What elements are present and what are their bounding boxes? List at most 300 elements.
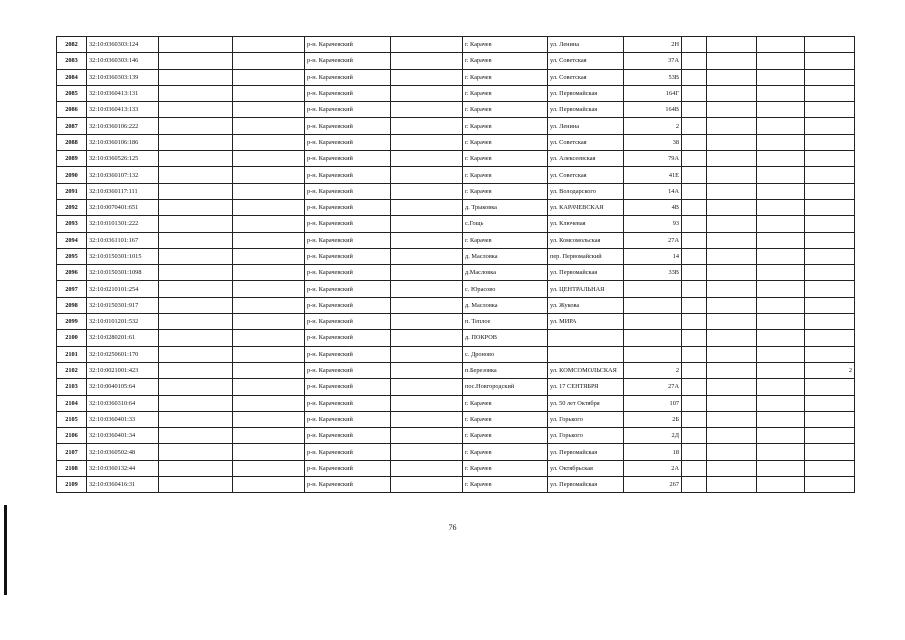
empty-cell (757, 134, 805, 150)
cadastral-number-cell: 32:10:0360117:111 (87, 183, 159, 199)
street-cell: ул. Алексеевская (548, 151, 624, 167)
district-cell: р-н. Карачевский (305, 346, 391, 362)
house-cell: 41Е (624, 167, 682, 183)
district-cell: р-н. Карачевский (305, 183, 391, 199)
empty-cell (682, 444, 707, 460)
street-cell: ул. Горького (548, 411, 624, 427)
locality-cell: г. Карачев (463, 134, 548, 150)
house-cell: 164В (624, 102, 682, 118)
house-cell: 53В (624, 69, 682, 85)
street-cell: ул. Советская (548, 134, 624, 150)
house-cell: 2А (624, 460, 682, 476)
house-cell: 93 (624, 216, 682, 232)
empty-cell (707, 362, 757, 378)
table-row (57, 330, 855, 346)
house-cell: 14 (624, 248, 682, 264)
table-row (57, 477, 855, 493)
table-row (57, 37, 855, 53)
empty-cell (391, 362, 463, 378)
district-cell: р-н. Карачевский (305, 428, 391, 444)
empty-cell (159, 297, 233, 313)
empty-cell (233, 53, 305, 69)
empty-cell (391, 460, 463, 476)
table-row (57, 265, 855, 281)
street-cell (548, 330, 624, 346)
extra-cell (805, 477, 855, 493)
district-cell: р-н. Карачевский (305, 85, 391, 101)
extra-cell (805, 118, 855, 134)
district-cell: р-н. Карачевский (305, 102, 391, 118)
extra-cell (805, 134, 855, 150)
empty-cell (757, 265, 805, 281)
empty-cell (391, 69, 463, 85)
house-cell: 33В (624, 265, 682, 281)
empty-cell (682, 151, 707, 167)
empty-cell (757, 330, 805, 346)
street-cell: ул. ЦЕНТРАЛЬНАЯ (548, 281, 624, 297)
empty-cell (707, 134, 757, 150)
empty-cell (757, 69, 805, 85)
table-row (57, 199, 855, 215)
empty-cell (757, 428, 805, 444)
registry-table (56, 36, 855, 493)
empty-cell (233, 232, 305, 248)
table-row (57, 85, 855, 101)
empty-cell (757, 53, 805, 69)
empty-cell (757, 199, 805, 215)
empty-cell (233, 330, 305, 346)
table-row (57, 314, 855, 330)
locality-cell: г. Карачев (463, 395, 548, 411)
empty-cell (233, 477, 305, 493)
empty-cell (391, 346, 463, 362)
empty-cell (391, 411, 463, 427)
cadastral-number-cell: 32:10:0360416:31 (87, 477, 159, 493)
row-number-cell: 2087 (57, 118, 87, 134)
empty-cell (682, 297, 707, 313)
street-cell: ул. Ленина (548, 118, 624, 134)
cadastral-number-cell: 32:10:0360303:124 (87, 37, 159, 53)
empty-cell (757, 411, 805, 427)
empty-cell (757, 85, 805, 101)
empty-cell (159, 330, 233, 346)
empty-cell (682, 102, 707, 118)
table-row (57, 362, 855, 378)
street-cell: ул. Первомайская (548, 444, 624, 460)
extra-cell (805, 69, 855, 85)
street-cell: ул. КОМСОМОЛЬСКАЯ (548, 362, 624, 378)
empty-cell (757, 395, 805, 411)
empty-cell (757, 167, 805, 183)
empty-cell (707, 199, 757, 215)
empty-cell (233, 297, 305, 313)
empty-cell (682, 428, 707, 444)
empty-cell (159, 183, 233, 199)
district-cell: р-н. Карачевский (305, 297, 391, 313)
district-cell: р-н. Карачевский (305, 37, 391, 53)
extra-cell (805, 183, 855, 199)
empty-cell (391, 395, 463, 411)
empty-cell (682, 216, 707, 232)
cadastral-number-cell: 32:10:0070401:651 (87, 199, 159, 215)
empty-cell (682, 183, 707, 199)
empty-cell (159, 265, 233, 281)
row-number-cell: 2101 (57, 346, 87, 362)
street-cell: ул. Советская (548, 167, 624, 183)
row-number-cell: 2086 (57, 102, 87, 118)
empty-cell (682, 118, 707, 134)
extra-cell (805, 199, 855, 215)
house-cell: 107 (624, 395, 682, 411)
table-row (57, 428, 855, 444)
street-cell: ул. 17 СЕНТЯБРЯ (548, 379, 624, 395)
empty-cell (757, 232, 805, 248)
house-cell: 18 (624, 444, 682, 460)
district-cell: р-н. Карачевский (305, 362, 391, 378)
extra-cell (805, 444, 855, 460)
empty-cell (707, 411, 757, 427)
extra-cell (805, 297, 855, 313)
empty-cell (682, 248, 707, 264)
empty-cell (757, 362, 805, 378)
empty-cell (159, 134, 233, 150)
district-cell: р-н. Карачевский (305, 216, 391, 232)
table-row (57, 281, 855, 297)
empty-cell (707, 37, 757, 53)
empty-cell (707, 428, 757, 444)
cadastral-number-cell: 32:10:0361101:167 (87, 232, 159, 248)
empty-cell (159, 167, 233, 183)
row-number-cell: 2085 (57, 85, 87, 101)
empty-cell (233, 118, 305, 134)
locality-cell: пос.Новгородский (463, 379, 548, 395)
row-number-cell: 2104 (57, 395, 87, 411)
empty-cell (391, 216, 463, 232)
empty-cell (682, 37, 707, 53)
house-cell: 79А (624, 151, 682, 167)
district-cell: р-н. Карачевский (305, 199, 391, 215)
extra-cell (805, 428, 855, 444)
locality-cell: г. Карачев (463, 428, 548, 444)
extra-cell (805, 379, 855, 395)
empty-cell (391, 477, 463, 493)
cadastral-number-cell: 32:10:0280201:61 (87, 330, 159, 346)
locality-cell: г. Карачев (463, 444, 548, 460)
street-cell: ул. Жукова (548, 297, 624, 313)
row-number-cell: 2083 (57, 53, 87, 69)
locality-cell: г. Карачев (463, 53, 548, 69)
locality-cell: с. Дроново (463, 346, 548, 362)
empty-cell (682, 232, 707, 248)
cadastral-number-cell: 32:10:0360401:33 (87, 411, 159, 427)
empty-cell (391, 199, 463, 215)
street-cell: ул. Октябрьская (548, 460, 624, 476)
empty-cell (707, 379, 757, 395)
cadastral-number-cell: 32:10:0360413:133 (87, 102, 159, 118)
locality-cell: г. Карачев (463, 232, 548, 248)
registry-rows (57, 37, 855, 493)
district-cell: р-н. Карачевский (305, 411, 391, 427)
empty-cell (391, 428, 463, 444)
empty-cell (707, 477, 757, 493)
locality-cell: г. Карачев (463, 411, 548, 427)
cadastral-number-cell: 32:10:0040105:64 (87, 379, 159, 395)
district-cell: р-н. Карачевский (305, 444, 391, 460)
empty-cell (233, 37, 305, 53)
table-row (57, 411, 855, 427)
row-number-cell: 2107 (57, 444, 87, 460)
cadastral-number-cell: 32:10:0101301:222 (87, 216, 159, 232)
locality-cell: д. Масловка (463, 248, 548, 264)
district-cell: р-н. Карачевский (305, 460, 391, 476)
locality-cell: с. Юрасово (463, 281, 548, 297)
empty-cell (233, 281, 305, 297)
street-cell: ул. Советская (548, 69, 624, 85)
empty-cell (682, 362, 707, 378)
empty-cell (707, 460, 757, 476)
empty-cell (233, 411, 305, 427)
house-cell: 4В (624, 199, 682, 215)
cadastral-number-cell: 32:10:0360107:132 (87, 167, 159, 183)
locality-cell: с.Гощь (463, 216, 548, 232)
empty-cell (757, 183, 805, 199)
house-cell: 2 (624, 362, 682, 378)
empty-cell (159, 102, 233, 118)
empty-cell (707, 85, 757, 101)
empty-cell (682, 460, 707, 476)
empty-cell (159, 248, 233, 264)
empty-cell (159, 362, 233, 378)
district-cell: р-н. Карачевский (305, 379, 391, 395)
empty-cell (391, 151, 463, 167)
empty-cell (391, 232, 463, 248)
empty-cell (707, 151, 757, 167)
extra-cell (805, 460, 855, 476)
empty-cell (391, 314, 463, 330)
cadastral-number-cell: 32:10:0360132:44 (87, 460, 159, 476)
table-row (57, 167, 855, 183)
cadastral-number-cell: 32:10:0360106:222 (87, 118, 159, 134)
house-cell (624, 330, 682, 346)
empty-cell (233, 444, 305, 460)
table-row (57, 134, 855, 150)
row-number-cell: 2099 (57, 314, 87, 330)
table-row (57, 346, 855, 362)
table-row (57, 379, 855, 395)
street-cell: ул. Первомайская (548, 85, 624, 101)
table-row (57, 53, 855, 69)
row-number-cell: 2092 (57, 199, 87, 215)
empty-cell (159, 477, 233, 493)
empty-cell (233, 379, 305, 395)
cadastral-number-cell: 32:10:0360401:34 (87, 428, 159, 444)
empty-cell (233, 183, 305, 199)
house-cell: 14А (624, 183, 682, 199)
house-cell (624, 346, 682, 362)
cadastral-number-cell: 32:10:0360502:48 (87, 444, 159, 460)
extra-cell: 2 (805, 362, 855, 378)
empty-cell (159, 85, 233, 101)
street-cell: ул. Первомайская (548, 102, 624, 118)
empty-cell (159, 232, 233, 248)
empty-cell (682, 346, 707, 362)
extra-cell (805, 216, 855, 232)
locality-cell: д. ПОКРОВ (463, 330, 548, 346)
street-cell: ул. Горького (548, 428, 624, 444)
district-cell: р-н. Карачевский (305, 151, 391, 167)
empty-cell (707, 346, 757, 362)
district-cell: р-н. Карачевский (305, 232, 391, 248)
row-number-cell: 2088 (57, 134, 87, 150)
row-number-cell: 2103 (57, 379, 87, 395)
locality-cell: г. Карачев (463, 460, 548, 476)
empty-cell (233, 428, 305, 444)
empty-cell (757, 477, 805, 493)
table-row (57, 118, 855, 134)
table-row (57, 232, 855, 248)
table-row (57, 444, 855, 460)
empty-cell (707, 330, 757, 346)
empty-cell (159, 151, 233, 167)
empty-cell (757, 314, 805, 330)
empty-cell (757, 297, 805, 313)
empty-cell (707, 265, 757, 281)
house-cell: 2Н (624, 37, 682, 53)
empty-cell (159, 281, 233, 297)
empty-cell (757, 216, 805, 232)
empty-cell (707, 118, 757, 134)
district-cell: р-н. Карачевский (305, 265, 391, 281)
locality-cell: г. Карачев (463, 69, 548, 85)
district-cell: р-н. Карачевский (305, 118, 391, 134)
empty-cell (391, 444, 463, 460)
house-cell: 267 (624, 477, 682, 493)
house-cell (624, 281, 682, 297)
district-cell: р-н. Карачевский (305, 477, 391, 493)
empty-cell (233, 102, 305, 118)
row-number-cell: 2096 (57, 265, 87, 281)
street-cell: ул. Первомайская (548, 477, 624, 493)
empty-cell (757, 281, 805, 297)
empty-cell (707, 102, 757, 118)
empty-cell (233, 362, 305, 378)
extra-cell (805, 37, 855, 53)
extra-cell (805, 330, 855, 346)
locality-cell: п.Березовка (463, 362, 548, 378)
street-cell: ул. Ленина (548, 37, 624, 53)
empty-cell (682, 379, 707, 395)
empty-cell (682, 199, 707, 215)
empty-cell (391, 248, 463, 264)
row-number-cell: 2102 (57, 362, 87, 378)
empty-cell (391, 102, 463, 118)
street-cell: ул. МИРА (548, 314, 624, 330)
empty-cell (682, 167, 707, 183)
row-number-cell: 2097 (57, 281, 87, 297)
empty-cell (682, 69, 707, 85)
empty-cell (391, 118, 463, 134)
row-number-cell: 2108 (57, 460, 87, 476)
empty-cell (707, 281, 757, 297)
empty-cell (757, 102, 805, 118)
row-number-cell: 2089 (57, 151, 87, 167)
cadastral-number-cell: 32:10:0360526:125 (87, 151, 159, 167)
district-cell: р-н. Карачевский (305, 134, 391, 150)
street-cell: пер. Первомайский (548, 248, 624, 264)
row-number-cell: 2084 (57, 69, 87, 85)
house-cell: 37А (624, 53, 682, 69)
extra-cell (805, 102, 855, 118)
empty-cell (233, 85, 305, 101)
district-cell: р-н. Карачевский (305, 69, 391, 85)
empty-cell (757, 460, 805, 476)
row-number-cell: 2098 (57, 297, 87, 313)
empty-cell (391, 53, 463, 69)
table-row (57, 151, 855, 167)
table-row (57, 69, 855, 85)
extra-cell (805, 248, 855, 264)
cadastral-number-cell: 32:10:0021001:423 (87, 362, 159, 378)
house-cell (624, 314, 682, 330)
empty-cell (233, 265, 305, 281)
empty-cell (682, 281, 707, 297)
cadastral-number-cell: 32:10:0360303:146 (87, 53, 159, 69)
table-row (57, 460, 855, 476)
table-row (57, 248, 855, 264)
house-cell: 2 (624, 118, 682, 134)
cadastral-number-cell: 32:10:0360310:64 (87, 395, 159, 411)
row-number-cell: 2091 (57, 183, 87, 199)
empty-cell (682, 395, 707, 411)
house-cell: 27А (624, 232, 682, 248)
cadastral-number-cell: 32:10:0150301:1015 (87, 248, 159, 264)
empty-cell (159, 379, 233, 395)
cadastral-number-cell: 32:10:0360303:139 (87, 69, 159, 85)
row-number-cell: 2100 (57, 330, 87, 346)
row-number-cell: 2094 (57, 232, 87, 248)
empty-cell (159, 53, 233, 69)
table-row (57, 216, 855, 232)
empty-cell (159, 118, 233, 134)
empty-cell (682, 85, 707, 101)
empty-cell (707, 216, 757, 232)
locality-cell: д.Масловка (463, 265, 548, 281)
locality-cell: г. Карачев (463, 183, 548, 199)
empty-cell (682, 134, 707, 150)
cadastral-number-cell: 32:10:0360413:131 (87, 85, 159, 101)
cadastral-number-cell: 32:10:0210101:254 (87, 281, 159, 297)
empty-cell (707, 53, 757, 69)
district-cell: р-н. Карачевский (305, 167, 391, 183)
street-cell: ул. Ключевая (548, 216, 624, 232)
empty-cell (159, 199, 233, 215)
extra-cell (805, 314, 855, 330)
empty-cell (757, 379, 805, 395)
locality-cell: д. Трыковка (463, 199, 548, 215)
house-cell (624, 297, 682, 313)
cadastral-number-cell: 32:10:0250601:170 (87, 346, 159, 362)
empty-cell (233, 69, 305, 85)
row-number-cell: 2109 (57, 477, 87, 493)
empty-cell (682, 265, 707, 281)
empty-cell (707, 248, 757, 264)
empty-cell (682, 411, 707, 427)
row-number-cell: 2105 (57, 411, 87, 427)
row-number-cell: 2106 (57, 428, 87, 444)
extra-cell (805, 151, 855, 167)
empty-cell (757, 118, 805, 134)
extra-cell (805, 411, 855, 427)
